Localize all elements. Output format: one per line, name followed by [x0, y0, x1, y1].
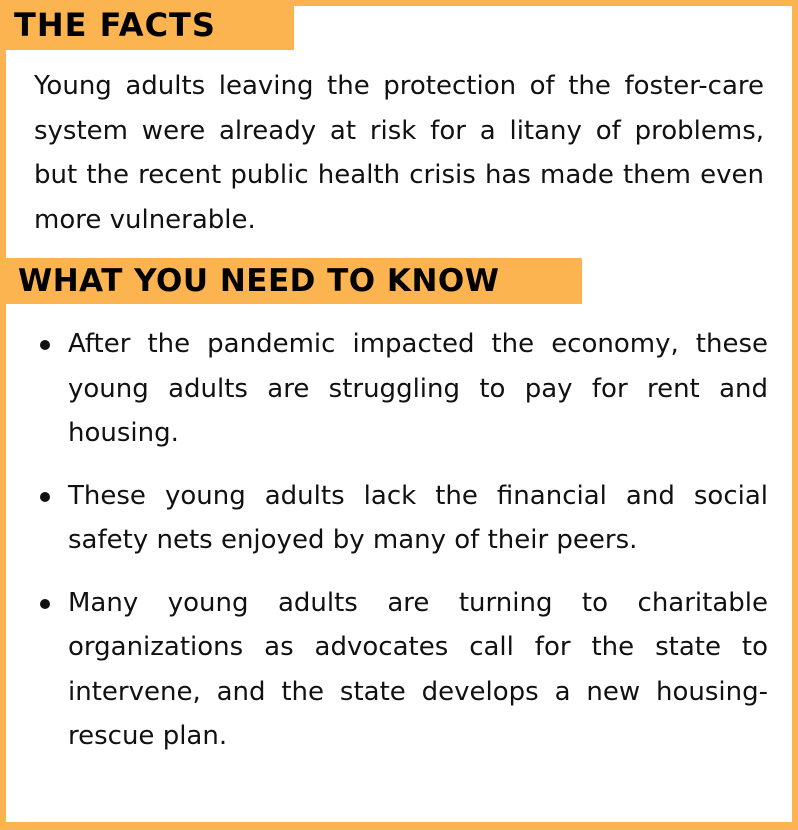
facts-heading: THE FACTS — [14, 6, 216, 44]
list-item — [6, 474, 792, 563]
need-to-know-heading: WHAT YOU NEED TO KNOW — [18, 262, 500, 299]
list-item-text: These young adults lack the financial and social safety nets enjoyed by many of their peers. — [68, 480, 768, 555]
header-spacer — [294, 6, 792, 50]
need-to-know-heading-tab — [6, 258, 582, 304]
facts-heading-tab — [6, 0, 294, 50]
list-item-text: Many young adults are turning to charitable organizations as advocates call for the state to intervene, and the state develops a new housing-rescue plan. — [68, 587, 768, 751]
bullet-icon — [40, 340, 50, 350]
list-item — [6, 322, 792, 456]
bullet-icon — [40, 492, 50, 502]
list-item — [6, 581, 792, 759]
list-item-text: After the pandemic impacted the economy, these young adults are struggling to pay for rent and housing. — [68, 329, 768, 448]
facts-body: Young adults leaving the protection of the foster-care system were already at risk for a litany of problems, but the recent public health crisis has made them even more vulnerable. — [34, 71, 764, 235]
bullet-icon — [40, 599, 50, 609]
top-border-strip — [294, 0, 792, 6]
need-to-know-list — [6, 322, 792, 777]
